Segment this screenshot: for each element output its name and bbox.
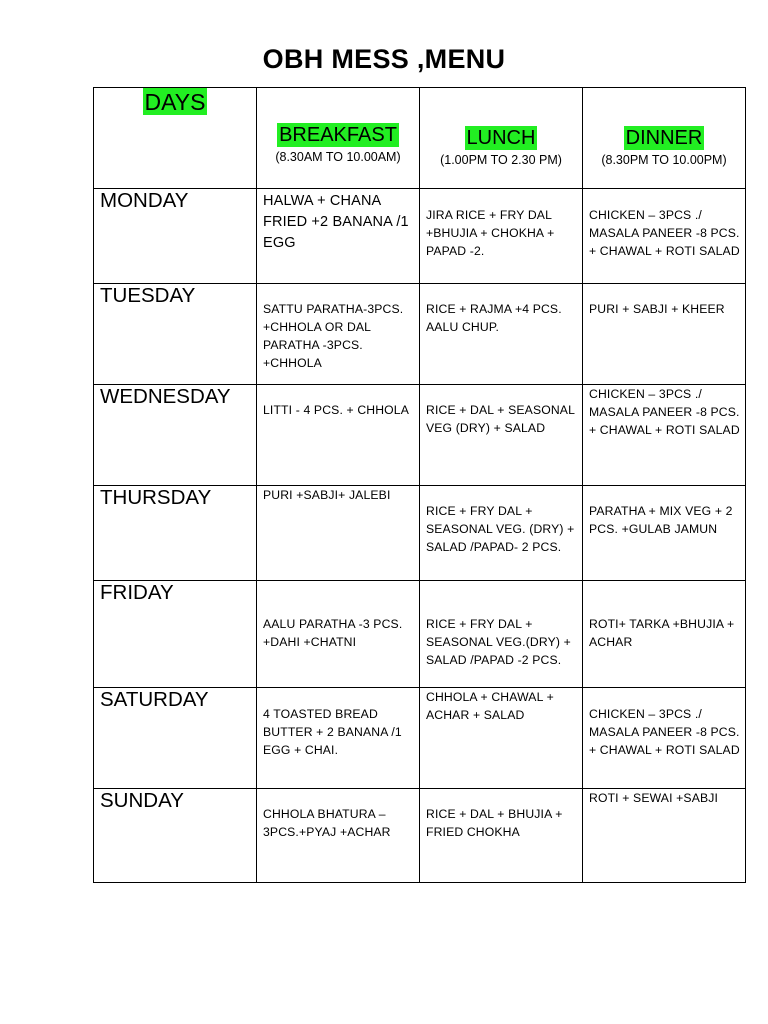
table-row [94, 189, 746, 284]
lunch-cell: JIRA RICE + FRY DAL +BHUJIA + CHOKHA + PAPAD -2. [420, 189, 583, 284]
breakfast-cell: PURI +SABJI+ JALEBI [257, 486, 420, 581]
breakfast-cell: CHHOLA BHATURA – 3PCS.+PYAJ +ACHAR [257, 789, 420, 883]
dinner-cell: CHICKEN – 3PCS ./ MASALA PANEER -8 PCS. + CHAWAL + ROTI SALAD [583, 385, 746, 486]
breakfast-cell: LITTI - 4 PCS. + CHHOLA [257, 385, 420, 486]
breakfast-label: BREAKFAST [279, 124, 397, 146]
day-cell: SATURDAY [94, 688, 257, 789]
dinner-cell: CHICKEN – 3PCS ./ MASALA PANEER -8 PCS. + CHAWAL + ROTI SALAD [583, 688, 746, 789]
day-cell: FRIDAY [94, 581, 257, 688]
breakfast-cell: HALWA + CHANA FRIED +2 BANANA /1 EGG [257, 189, 420, 284]
day-cell: TUESDAY [94, 284, 257, 385]
dinner-cell: ROTI+ TARKA +BHUJIA + ACHAR [583, 581, 746, 688]
dinner-cell: CHICKEN – 3PCS ./ MASALA PANEER -8 PCS. + CHAWAL + ROTI SALAD [583, 189, 746, 284]
day-cell: THURSDAY [94, 486, 257, 581]
dinner-time: (8.30PM TO 10.00PM) [601, 153, 727, 167]
lunch-label: LUNCH [466, 127, 536, 149]
lunch-cell: RICE + DAL + SEASONAL VEG (DRY) + SALAD [420, 385, 583, 486]
breakfast-cell: AALU PARATHA -3 PCS. +DAHI +CHATNI [257, 581, 420, 688]
table-row [94, 581, 746, 688]
header-lunch [420, 88, 583, 189]
breakfast-time: (8.30AM TO 10.00AM) [275, 150, 401, 164]
table-row [94, 486, 746, 581]
days-label: DAYS [144, 89, 206, 115]
table-row [94, 688, 746, 789]
header-row [94, 88, 746, 189]
table-row [94, 385, 746, 486]
breakfast-cell: 4 TOASTED BREAD BUTTER + 2 BANANA /1 EGG + CHAI. [257, 688, 420, 789]
lunch-cell: CHHOLA + CHAWAL + ACHAR + SALAD [420, 688, 583, 789]
lunch-time: (1.00PM TO 2.30 PM) [440, 153, 562, 167]
dinner-label: DINNER [625, 127, 703, 149]
header-breakfast [257, 88, 420, 189]
day-cell: WEDNESDAY [94, 385, 257, 486]
page-title: OBH MESS ,MENU [262, 44, 506, 74]
dinner-cell: ROTI + SEWAI +SABJI [583, 789, 746, 883]
lunch-cell: RICE + FRY DAL + SEASONAL VEG.(DRY) + SALAD /PAPAD -2 PCS. [420, 581, 583, 688]
dinner-cell: PARATHA + MIX VEG + 2 PCS. +GULAB JAMUN [583, 486, 746, 581]
day-cell: MONDAY [94, 189, 257, 284]
header-days [94, 88, 257, 189]
table-row [94, 789, 746, 883]
lunch-cell: RICE + DAL + BHUJIA + FRIED CHOKHA [420, 789, 583, 883]
lunch-cell: RICE + FRY DAL + SEASONAL VEG. (DRY) + SALAD /PAPAD- 2 PCS. [420, 486, 583, 581]
table-row [94, 284, 746, 385]
header-dinner [583, 88, 746, 189]
dinner-cell: PURI + SABJI + KHEER [583, 284, 746, 385]
breakfast-cell: SATTU PARATHA-3PCS. +CHHOLA OR DAL PARATHA -3PCS. +CHHOLA [257, 284, 420, 385]
day-cell: SUNDAY [94, 789, 257, 883]
lunch-cell: RICE + RAJMA +4 PCS. AALU CHUP. [420, 284, 583, 385]
menu-table [93, 87, 746, 883]
